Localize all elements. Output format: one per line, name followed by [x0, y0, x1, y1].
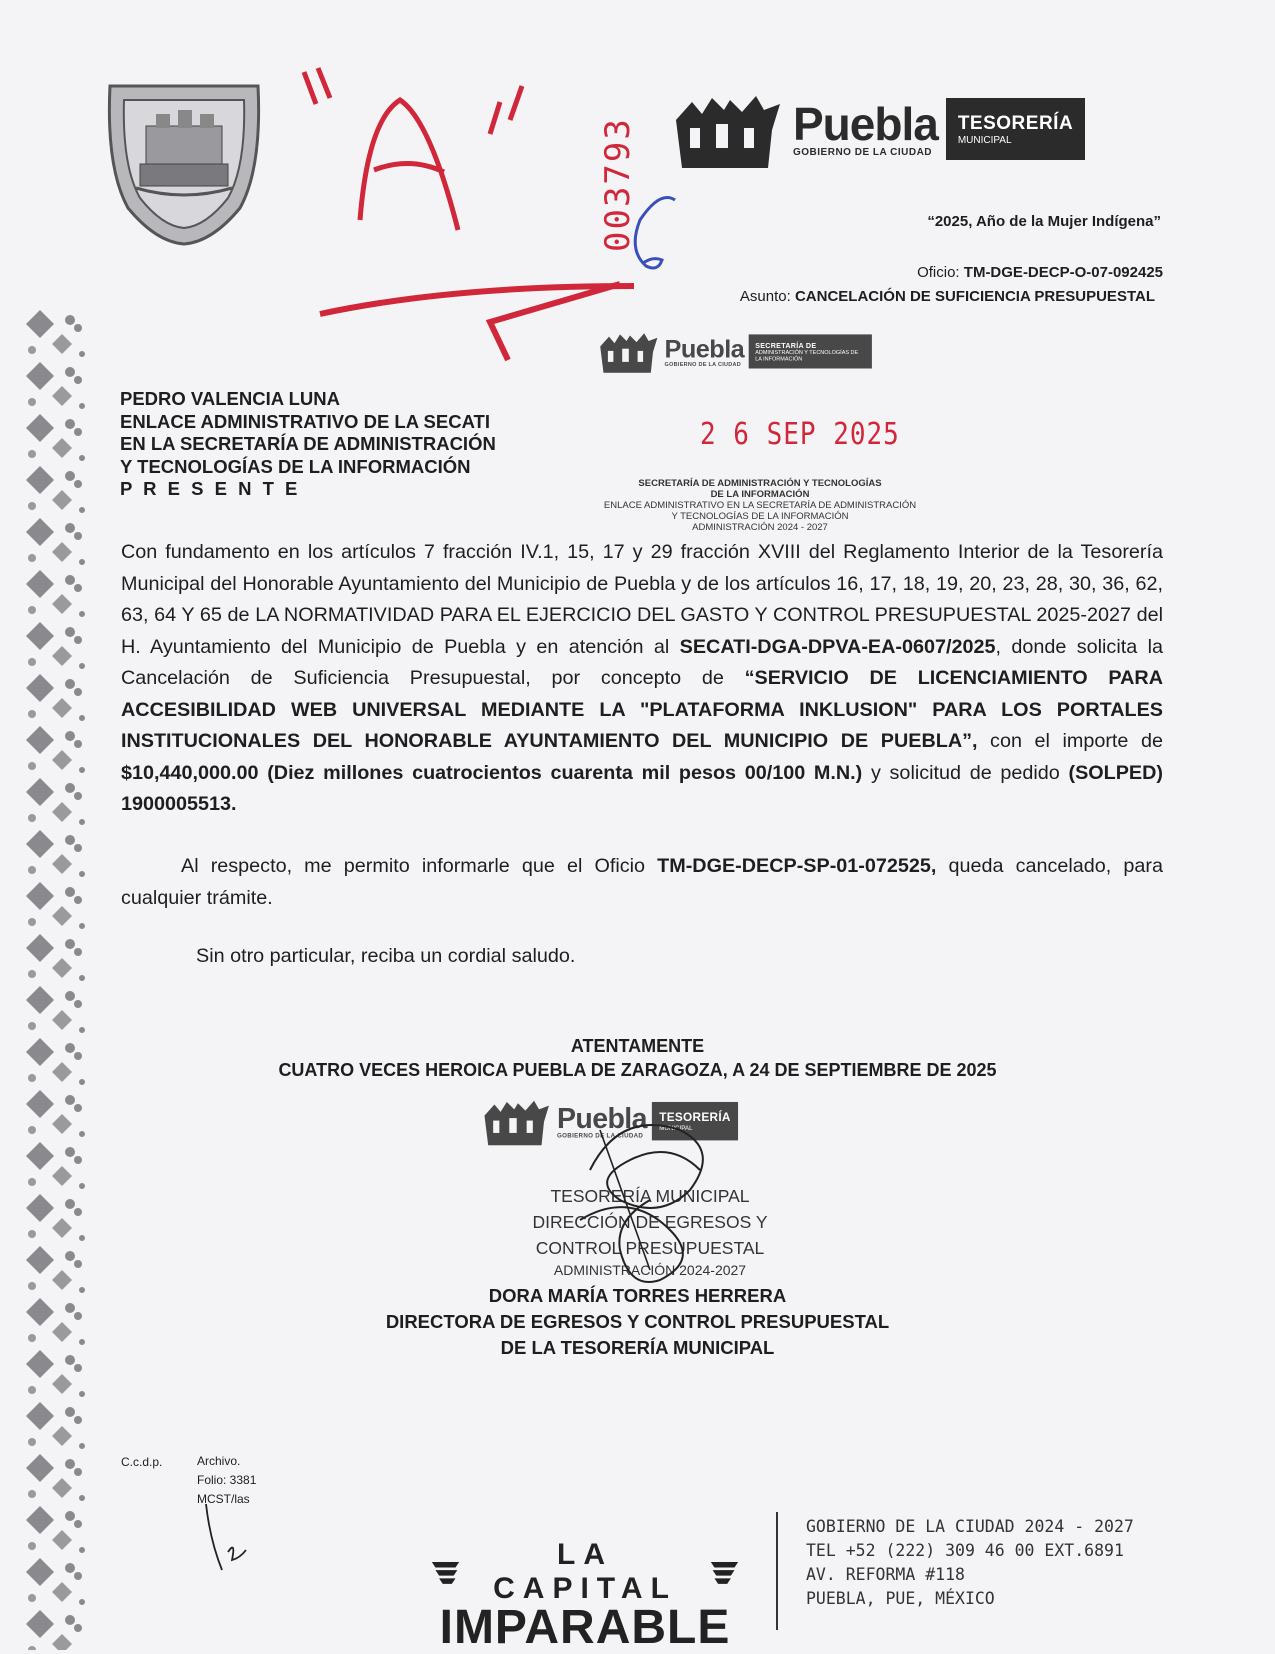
border-ornament — [26, 1506, 85, 1553]
atentamente: ATENTAMENTE — [570, 1036, 705, 1056]
archivo-label: Archivo. — [197, 1454, 241, 1468]
wing-left-icon — [430, 1557, 461, 1587]
border-ornament — [26, 1454, 85, 1501]
signature-logo-title: Puebla — [557, 1101, 647, 1134]
address-line-1: GOBIERNO DE LA CIUDAD 2024 - 2027 — [806, 1517, 1134, 1536]
reception-line-2: DE LA INFORMACIÓN — [710, 489, 810, 500]
signer-title-1: DIRECTORA DE EGRESOS Y CONTROL PRESUPUESTAL — [385, 1311, 890, 1332]
signature-logo-subtitle: GOBIERNO DE LA CIUDAD — [557, 1132, 644, 1139]
body-paragraph-2 — [121, 851, 1163, 914]
reception-date-stamp: 2 6 SEP 2025 — [700, 417, 900, 453]
oficio-label: Oficio: — [917, 264, 960, 281]
border-ornament — [26, 414, 85, 461]
folio-number: Folio: 3381 — [197, 1473, 257, 1487]
p2-text-a: Al respecto, me permito informarle que el Oficio — [181, 855, 658, 877]
p1-solped: (SOLPED) 1900005513. — [121, 761, 1163, 815]
border-ornament — [26, 726, 85, 773]
border-ornament — [26, 570, 85, 617]
body-paragraph-3: Sin otro particular, reciba un cordial saludo. — [196, 945, 576, 967]
reception-logo-box-main: SECRETARÍA DE — [755, 341, 817, 350]
sig-stamp-line-2: DIRECCIÓN DE EGRESOS Y — [532, 1212, 768, 1232]
puebla-emblem-icon — [598, 330, 661, 373]
recipient-block — [120, 388, 496, 501]
border-ornament — [26, 466, 85, 513]
folio-stamp: 003793 — [598, 117, 638, 252]
oficio-value: TM-DGE-DECP-O-07-092425 — [963, 264, 1163, 281]
puebla-emblem-icon — [482, 1097, 553, 1145]
border-ornament — [26, 1402, 85, 1449]
footer-address — [806, 1515, 1134, 1611]
border-ornament — [26, 310, 85, 357]
oficio-reference — [917, 264, 1163, 281]
logo-title: Puebla — [793, 97, 938, 150]
reception-logo-box — [749, 334, 872, 368]
p1-text-a: Con fundamento en los artículos 7 fracción IV.1, 15, 17 y 29 fracción XVIII del Reglamento Interior de la Tesorería Municipal del Honorable Ayuntamiento del Municipio de Puebla y de los artículos 16, 17, 18, 19, 20, 23, 28, 30, 36, 62, 63, 64 Y 65 de LA NORMATIVIDAD PARA EL EJERCICIO DEL GASTO Y CONTROL PRESUPUESTAL 2025-2027 del H. Ayuntamiento del Municipio de Puebla y en atención al — [121, 541, 1163, 658]
reception-stamp-logo — [598, 330, 872, 373]
logo-box-main: TESORERÍA — [957, 112, 1074, 134]
handwritten-signature — [560, 1100, 730, 1290]
signer-block — [0, 1283, 1275, 1361]
puebla-emblem-icon — [672, 90, 787, 168]
border-ornament — [26, 1090, 85, 1137]
p1-request-ref: SECATI-DGA-DPVA-EA-0607/2025 — [679, 635, 996, 658]
reception-line-4: Y TECNOLOGÍAS DE LA INFORMACIÓN — [671, 511, 849, 522]
address-line-2: TEL +52 (222) 309 46 00 EXT.6891 — [806, 1541, 1124, 1560]
border-ornament — [26, 934, 85, 981]
reception-logo-subtitle: GOBIERNO DE LA CIUDAD — [664, 361, 742, 368]
footer-divider — [776, 1512, 778, 1630]
border-ornament — [26, 518, 85, 565]
reception-line-5: ADMINISTRACIÓN 2024 - 2027 — [692, 522, 828, 533]
slogan-top: LA CAPITAL — [493, 1538, 677, 1605]
border-ornament — [26, 674, 85, 721]
p2-oficio-ref: TM-DGE-DECP-SP-01-072525, — [657, 855, 937, 877]
border-ornament — [26, 830, 85, 877]
reception-line-3: ENLACE ADMINISTRATIVO EN LA SECRETARÍA DE ADMINISTRACIÓN — [603, 500, 917, 511]
initials: MCST/las — [197, 1492, 250, 1506]
signature-logo-box-main: TESORERÍA — [659, 1110, 731, 1124]
body-paragraph-1 — [121, 537, 1163, 821]
slogan-top-row — [430, 1538, 740, 1606]
asunto-value: CANCELACIÓN DE SUFICIENCIA PRESUPUESTAL — [794, 288, 1155, 305]
logo-box-sub: MUNICIPAL — [957, 134, 1012, 146]
p1-text-d: y solicitud de pedido — [862, 761, 1069, 784]
signer-name: DORA MARÍA TORRES HERRERA — [488, 1285, 787, 1306]
reception-line-1: SECRETARÍA DE ADMINISTRACIÓN Y TECNOLOGÍAS — [638, 478, 882, 489]
border-ornament — [26, 1610, 85, 1650]
recipient-title-3: Y TECNOLOGÍAS DE LA INFORMACIÓN — [120, 455, 471, 477]
p1-concept: “SERVICIO DE LICENCIAMIENTO PARA ACCESIBILIDAD WEB UNIVERSAL MEDIANTE LA "PLATAFORMA INKLUSION" PARA LOS PORTALES INSTITUCIONALES DEL HONORABLE AYUNTAMIENTO DEL MUNICIPIO DE PUEBLA”, — [121, 667, 1163, 752]
logo-box — [946, 98, 1085, 160]
p1-amount: $10,440,000.00 (Diez millones cuatrocientos cuarenta mil pesos 00/100 M.N.) — [121, 761, 863, 784]
sig-stamp-line-4: ADMINISTRACIÓN 2024-2027 — [553, 1262, 747, 1278]
initials-signature — [200, 1500, 260, 1580]
recipient-title-2: EN LA SECRETARÍA DE ADMINISTRACIÓN — [120, 433, 496, 454]
presente-label: P R E S E N T E — [120, 478, 301, 499]
border-ornament — [26, 986, 85, 1033]
sig-stamp-line-3: CONTROL PRESUPUESTAL — [535, 1238, 765, 1258]
reception-logo-title: Puebla — [664, 334, 745, 363]
recipient-title-1: ENLACE ADMINISTRATIVO DE LA SECATI — [120, 410, 490, 432]
border-ornament — [26, 1142, 85, 1189]
asunto-line — [740, 288, 1155, 305]
border-ornament — [26, 1194, 85, 1241]
closing-place-date: CUATRO VECES HEROICA PUEBLA DE ZARAGOZA, A 24 DE SEPTIEMBRE DE 2025 — [278, 1060, 997, 1080]
slogan-bottom: IMPARABLE — [439, 1601, 731, 1654]
signer-title-2: DE LA TESORERÍA MUNICIPAL — [500, 1337, 775, 1358]
p2-text-b: queda cancelado, para cualquier trámite. — [121, 855, 1163, 909]
wing-right-icon — [709, 1557, 740, 1587]
border-ornament — [26, 1558, 85, 1605]
city-seal-emblem — [100, 78, 268, 246]
border-ornament — [26, 362, 85, 409]
p1-text-c: con el importe de — [977, 730, 1163, 752]
border-ornament — [26, 622, 85, 669]
border-ornament — [26, 882, 85, 929]
reception-stamp-text — [580, 478, 940, 533]
year-motto: “2025, Año de la Mujer Indígena” — [927, 213, 1161, 230]
sig-stamp-line-1: TESORERÍA MUNICIPAL — [550, 1186, 750, 1206]
p1-text-b: , donde solicita la Cancelación de Suficiencia Presupuestal, por concepto de — [121, 635, 1163, 689]
border-ornament — [26, 778, 85, 825]
tesoreria-logo — [672, 90, 1085, 168]
reception-logo-box-sub: ADMINISTRACIÓN Y TECNOLOGÍAS DE LA INFORMACIÓN — [755, 349, 859, 362]
logo-subtitle: GOBIERNO DE LA CIUDAD — [793, 146, 933, 158]
slogan — [430, 1538, 740, 1654]
address-line-3: AV. REFORMA #118 — [806, 1565, 965, 1584]
recipient-name: PEDRO VALENCIA LUNA — [120, 388, 340, 409]
asunto-label: Asunto: — [739, 288, 791, 305]
signature-logo-box-sub: MUNICIPAL — [659, 1124, 693, 1132]
address-line-4: PUEBLA, PUE, MÉXICO — [806, 1589, 995, 1608]
ornamental-border — [22, 310, 92, 1650]
ccdp-label: C.c.d.p. — [121, 1455, 163, 1469]
